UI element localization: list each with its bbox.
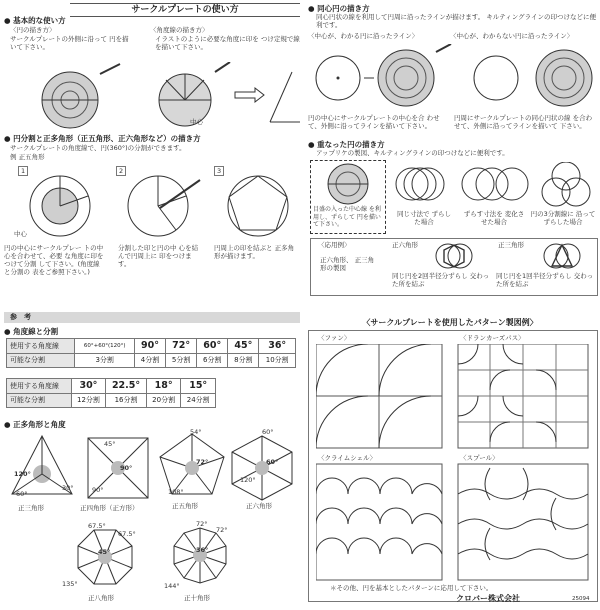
dec-angle-b: 72° — [216, 526, 228, 534]
pattern-name-clamshell: 〈クライムシェル〉 — [318, 454, 377, 462]
concentric-illustration — [306, 44, 598, 112]
tri-angle-c: 30° — [62, 484, 74, 492]
hex-name: 正六角形 — [246, 502, 272, 510]
overlap-text: アップリケの製図、キルティングラインの印つけなどに便利です。 — [316, 149, 509, 157]
dec-name: 正十角形 — [184, 594, 210, 602]
t1-angle: 90° — [134, 339, 165, 354]
hex-angle-c: 120° — [240, 476, 256, 484]
unknown-text: 円周にサークルプレートの同心円状の線 を合わせて、外側に沿ってラインを描いて 下さい。 — [454, 114, 593, 131]
basic-center-label: 中心 — [190, 118, 203, 126]
angle-label: 〈角度線の描き方〉 — [150, 26, 209, 34]
basic-illustration — [30, 62, 300, 132]
page-title: サークルプレートの使い方 — [70, 3, 300, 17]
tri-angle-a: 120° — [14, 470, 31, 478]
t1-angle: 60° — [197, 339, 228, 354]
patterns-note: ＊その他、円を基本としたパターンに応用して下さい。 — [330, 584, 493, 592]
polygon-heading: ● 正多角形と角度 — [4, 420, 66, 429]
dec-angle-d: 144° — [164, 582, 180, 590]
angle-table-2 — [6, 378, 216, 408]
t1-division: 3分割 — [75, 353, 134, 367]
sq-name: 正四角形（正方形） — [80, 504, 139, 512]
sq-angle-c: 90° — [92, 486, 104, 494]
t1-division: 4分割 — [134, 353, 165, 367]
overlap-illustration — [312, 162, 596, 208]
pattern-illustrations — [316, 344, 590, 584]
overlap-cap-3: 円の3分割線に 沿ってずらした場合 — [530, 210, 596, 227]
angle-table-1 — [6, 338, 296, 368]
step1-text: 円の中心にサークルプレー トの中心を合わせて、必要 な角度に印をつけて分割 して下さい。(角度線と分割の 表をご参照下さい。) — [4, 244, 104, 277]
step-2-badge: 2 — [116, 166, 126, 176]
t2-division: 20分割 — [146, 393, 181, 407]
hex-apply-text: 同じ円を2回半径分ずらし 交わった所を結ぶ — [392, 272, 490, 289]
oct-angle-c: 45° — [98, 548, 111, 556]
apply-text: 正六角形、 正三角形の製図 — [320, 256, 375, 273]
circle-text: サークルプレートの外側に沿って 円を描いて下さい。 — [10, 35, 129, 52]
division-center-label: 中心 — [14, 230, 27, 238]
company-name: クロバー株式会社 — [456, 594, 520, 603]
t2-row2-head: 可能な分割 — [7, 393, 72, 407]
oct-angle-d: 135° — [62, 580, 78, 588]
pattern-name-fan: 〈ファン〉 — [318, 334, 351, 342]
tri-apply-text: 同じ円を1回半径分ずらし 交わった所を結ぶ — [496, 272, 594, 289]
t2-division: 24分割 — [181, 393, 216, 407]
t2-row1-head: 使用する角度線 — [7, 379, 72, 394]
overlap-cap-1: 同じ寸法で ずらした場合 — [396, 210, 452, 227]
hex-angle-b: 60° — [266, 458, 279, 466]
t1-division: 6分割 — [197, 353, 228, 367]
t1-angle: 45° — [228, 339, 259, 354]
patterns-title: 〈サークルプレートを使用したパターン製図例〉 — [362, 318, 538, 327]
unknown-center-label: 〈中心が、わからない円に沿ったライン〉 — [450, 32, 574, 40]
circle-label: 〈円の描き方〉 — [10, 26, 56, 34]
step2-text: 分割した印と円の中 心を結んで円周上に 印をつけます。 — [118, 244, 199, 269]
table-heading: ● 角度線と分割 — [4, 327, 59, 336]
basic-heading: ● 基本的な使い方 — [4, 16, 66, 25]
sq-angle-a: 45° — [104, 440, 116, 448]
overlap-heading: ● 重なった円の描き方 — [308, 140, 385, 149]
overlap-cap-2: ずらす寸法を 変化させた場合 — [463, 210, 525, 227]
concentric-text: 同心円状の線を利用して円周に沿ったラインが描けます。 キルティングラインの印つけなどに便利です。 — [316, 13, 596, 30]
hex-angle-a: 60° — [262, 428, 274, 436]
document-code: 25094 — [572, 596, 590, 602]
step-3-badge: 3 — [214, 166, 224, 176]
known-center-label: 〈中心が、わかる円に沿ったライン〉 — [308, 32, 419, 40]
oct-angle-a: 67.5° — [88, 522, 106, 530]
oct-name: 正八角形 — [88, 594, 114, 602]
reference-bar: 参 考 — [4, 312, 300, 323]
t2-angle: 30° — [71, 379, 106, 394]
t2-angle: 15° — [181, 379, 216, 394]
t2-angle: 22.5° — [106, 379, 147, 394]
polygon-illustrations — [4, 430, 300, 605]
t2-angle: 18° — [146, 379, 181, 394]
t1-row2-head: 可能な分割 — [7, 353, 75, 367]
step3-text: 円周上の印を結ぶと 正多角形が描けます。 — [214, 244, 295, 261]
dec-angle-c: 36° — [196, 546, 209, 554]
pent-angle-a: 54° — [190, 428, 202, 436]
t1-angle: 72° — [166, 339, 197, 354]
dashed-text: 目盛の入った中心線 を利用し、ずらして 円を描いて下さい。 — [313, 206, 381, 228]
hex-apply-label: 正六角形 — [392, 241, 418, 249]
step-1-badge: 1 — [18, 166, 28, 176]
apply-label: 〈応用例〉 — [318, 241, 351, 249]
oct-angle-b: 67.5° — [118, 530, 136, 538]
t2-division: 12分割 — [71, 393, 106, 407]
concentric-heading: ● 同心円の描き方 — [308, 4, 370, 13]
tri-angle-b: 60° — [16, 490, 28, 498]
pent-angle-c: 108° — [168, 488, 184, 496]
sq-angle-b: 90° — [120, 464, 133, 472]
pattern-name-spool: 〈スプール〉 — [460, 454, 499, 462]
t1-division: 10分割 — [259, 353, 296, 367]
known-text: 円の中心にサークルプレートの中心を合 わせて、外側に沿ってラインを描いて下さい。 — [308, 114, 440, 131]
division-heading: ● 円分割と正多角形（正五角形、正六角形など）の描き方 — [4, 134, 201, 143]
dec-angle-a: 72° — [196, 520, 208, 528]
division-example: 例 正五角形 — [10, 153, 45, 161]
t1-angle: 36° — [259, 339, 296, 354]
tri-name: 正三角形 — [18, 504, 44, 512]
t2-division: 16分割 — [106, 393, 147, 407]
tri-apply-label: 正三角形 — [498, 241, 524, 249]
pent-angle-b: 72° — [196, 458, 209, 466]
division-intro: サークルプレートの角度線で、円(360°)の分割ができます。 — [10, 144, 186, 152]
division-illustration — [10, 168, 300, 238]
angle-text: イラストのように必要な角度に印を つけ定規で線を描いて下さい。 — [155, 35, 300, 52]
apply-illustration — [384, 242, 594, 272]
pent-name: 正五角形 — [172, 502, 198, 510]
t1-row1-head: 使用する角度線 — [7, 339, 75, 354]
pattern-name-drunkards-path: 〈ドランカーズパス〉 — [460, 334, 525, 342]
t1-division: 5分割 — [166, 353, 197, 367]
t1-division: 8分割 — [228, 353, 259, 367]
t1-angle: 60°+60°(120°) — [75, 339, 134, 354]
